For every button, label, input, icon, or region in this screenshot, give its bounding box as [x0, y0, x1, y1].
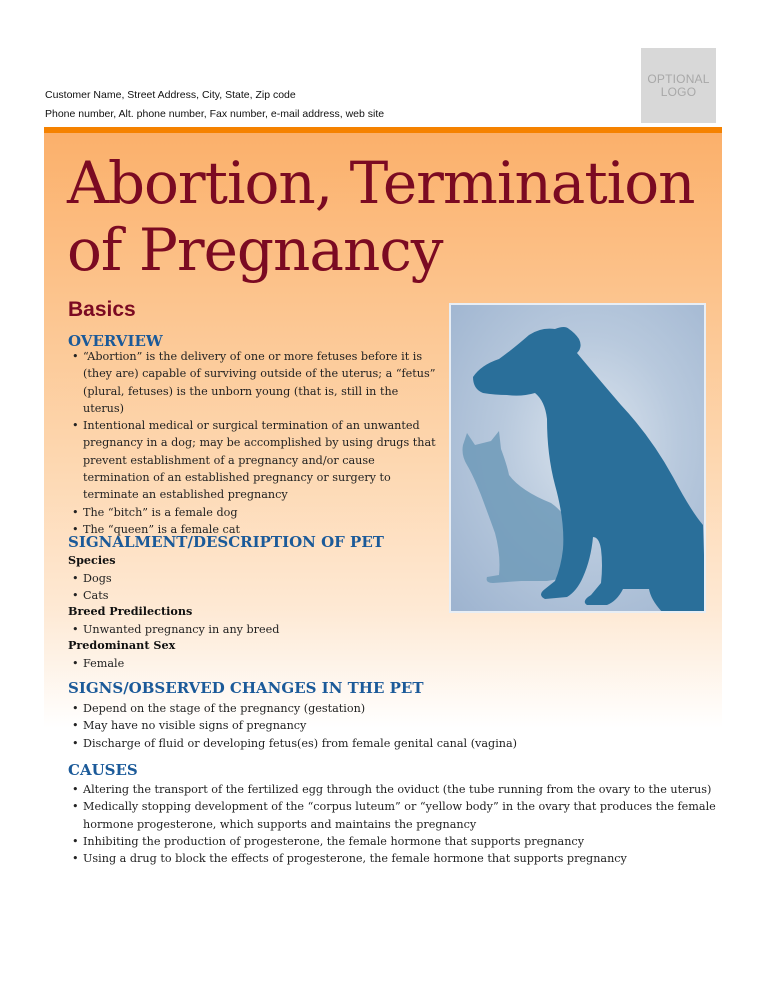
title-line-2: of Pregnancy [67, 216, 443, 284]
list-item: • “Abortion” is the delivery of one or more fetuses before it is (they are) capable of surviving outside of the uterus; a “fetus” (plural, fetuses) is the unborn young (that is, still in the uterus) [71, 348, 441, 417]
list-item: • Depend on the stage of the pregnancy (gestation) [71, 700, 517, 717]
list-item: • Unwanted pregnancy in any breed [71, 621, 279, 638]
subheading-breed: Breed Predilections [68, 604, 193, 618]
list-item: • May have no visible signs of pregnancy [71, 717, 517, 734]
subheading-sex: Predominant Sex [68, 638, 176, 652]
list-item: • Intentional medical or surgical termination of an unwanted pregnancy in a dog; may be accomplished by using drugs that prevent establishment of a pregnancy and/or cause termination of an established pregnancy or surgery to terminate an established pregnancy [71, 417, 441, 503]
heading-signs: SIGNS/OBSERVED CHANGES IN THE PET [68, 679, 424, 697]
contact-address: Customer Name, Street Address, City, State, Zip code [45, 89, 296, 101]
list-item: • Discharge of fluid or developing fetus(es) from female genital canal (vagina) [71, 735, 517, 752]
page-title [67, 150, 695, 284]
section-label-basics: Basics [68, 298, 136, 321]
causes-list [71, 781, 721, 867]
dog-cat-silhouette-image [449, 303, 706, 613]
list-item: • Inhibiting the production of progesterone, the female hormone that supports pregnancy [71, 833, 721, 850]
overview-list [71, 348, 441, 538]
list-item: • The “queen” is a female cat [71, 521, 441, 538]
title-line-1: Abortion, Termination [67, 149, 695, 217]
list-item: • Altering the transport of the fertilized egg through the oviduct (the tube running from the ovary to the uterus) [71, 781, 721, 798]
signs-list [71, 700, 517, 752]
species-list [71, 570, 112, 605]
logo-text-line1: OPTIONAL [647, 71, 710, 86]
subheading-species: Species [68, 553, 116, 567]
sex-list [71, 655, 124, 672]
optional-logo-placeholder [641, 48, 716, 123]
breed-list [71, 621, 279, 638]
list-item: • The “bitch” is a female dog [71, 504, 441, 521]
list-item: • Using a drug to block the effects of progesterone, the female hormone that supports pregnancy [71, 850, 721, 867]
pet-silhouette-icon [451, 305, 706, 613]
contact-phone: Phone number, Alt. phone number, Fax number, e-mail address, web site [45, 108, 385, 120]
list-item: • Medically stopping development of the “corpus luteum” or “yellow body” in the ovary that produces the female hormone progesterone, which supports and maintains the pregnancy [71, 798, 721, 833]
heading-causes: CAUSES [68, 761, 138, 779]
logo-text-line2: LOGO [660, 84, 697, 99]
heading-signalment: SIGNALMENT/DESCRIPTION OF PET [68, 533, 384, 551]
list-item: • Cats [71, 587, 112, 604]
heading-overview: OVERVIEW [68, 332, 163, 350]
list-item: • Dogs [71, 570, 112, 587]
list-item: • Female [71, 655, 124, 672]
